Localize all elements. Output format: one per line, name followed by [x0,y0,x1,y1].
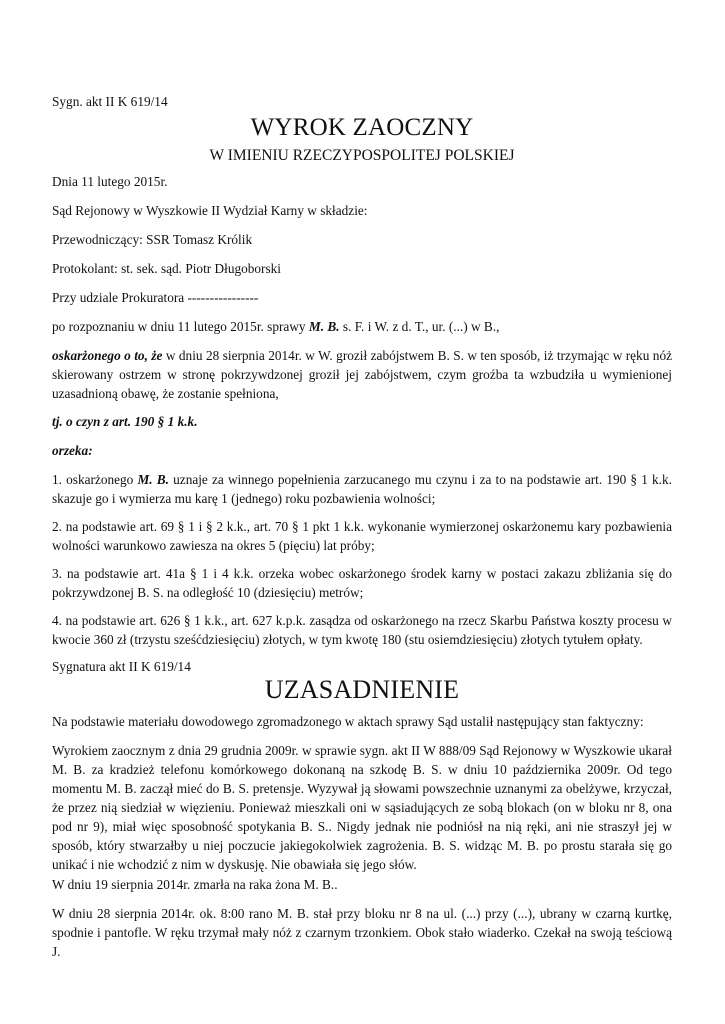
charge-paragraph [52,346,672,403]
case-signature-second: Sygnatura akt II K 619/14 [52,659,191,674]
judgment-date: Dnia 11 lutego 2015r. [52,174,168,189]
verdict-item-3: 3. na podstawie art. 41a § 1 i 4 k.k. orzeka wobec oskarżonego środek karny w postaci zakazu zbliżania się do pokrzywdzonej B. S. na odległość 10 (dziesięciu) metrów; [52,566,672,600]
prosecutor-line: Przy udziale Prokuratora ---------------- [52,290,259,305]
justification-paragraph: W dniu 19 sierpnia 2014r. zmarła na raka żona M. B.. [52,877,338,892]
verdict-item-4: 4. na podstawie art. 626 § 1 k.k., art. 627 k.p.k. zasądza od oskarżonego na rzecz Skarbu Państwa koszty procesu w kwocie 360 zł (trzystu sześćdziesięciu) złotych, w tym kwotę 180 (stu osiemdziesięciu) złotych tytułem opłaty. [52,613,672,647]
case-description [52,317,672,336]
defendant-details: s. F. i W. z d. T., ur. (...) w B., [339,319,500,334]
verdict-item-text: uznaje za winnego popełnienia zarzucanego mu czynu i za to na podstawie art. 190 § 1 k.k. skazuje go i wymierza mu karę 1 (jednego) roku pozbawienia wolności; [52,472,672,506]
justification-paragraph: W dniu 28 sierpnia 2014r. ok. 8:00 rano M. B. stał przy bloku nr 8 na ul. (...) przy (...), ubrany w czarną kurtkę, spodnie i pantofle. W ręku trzymał mały nóż z czarnym trzonkiem. Obok stało wiaderko. Czekał na swoją teściową J. [52,906,672,959]
justification-paragraph: Na podstawie materiału dowodowego zgromadzonego w aktach sprawy Sąd ustalił następujący stan faktyczny: [52,714,644,729]
court-composition: Sąd Rejonowy w Wyszkowie II Wydział Karny w składzie: [52,203,368,218]
defendant-name: M. B. [137,472,169,487]
legal-basis: tj. o czyn z art. 190 § 1 k.k. [52,414,198,429]
ruling-heading: orzeka: [52,443,93,458]
verdict-item-text: 1. oskarżonego [52,472,138,487]
charge-text: w dniu 28 sierpnia 2014r. w W. groził zabójstwem B. S. w ten sposób, iż trzymając w ręku nóż skierowany ostrzem w stronę pokrzywdzonej groził jej zabójstwem, czym groźba ta wzbudziła u wymienionej uzasadnioną obawę, że zostanie spełniona, [52,348,672,401]
verdict-item-1 [52,470,672,508]
judgment-subtitle: W IMIENIU RZECZYPOSPOLITEJ POLSKIEJ [209,147,515,164]
justification-paragraph: Wyrokiem zaocznym z dnia 29 grudnia 2009r. w sprawie sygn. akt II W 888/09 Sąd Rejonowy w Wyszkowie ukarał M. B. za kradzież telefonu komórkowego dokonaną na szkodę B. S. w dniu 10 października 2009r. Od tego momentu M. B. zaczął mieć do B. S. pretensje. Wyzywał ją słowami powszechnie uznanymi za obelżywe, krzyczał, że przez nią siedział w więzieniu. Ponieważ mieszkali oni w sąsiadujących ze sobą blokach (on w bloku nr 8, ona pod nr 9), miał więc sposobność spotykania B. S.. Nigdy jednak nie podniósł na nią ręki, ani nie straszył jej w sposób, który stwarzałby u niej poczucie jakiegokolwiek zagrożenia. B. S. widząc M. B. po prostu starała się go unikać i nie wchodzić z nim w dyskusję. Nie obawiała się jego słów. [52,743,672,872]
judgment-title: WYROK ZAOCZNY [250,114,474,141]
justification-title: UZASADNIENIE [264,675,460,704]
case-description-text: po rozpoznaniu w dniu 11 lutego 2015r. sprawy [52,319,309,334]
defendant-name: M. B. [308,319,340,334]
verdict-item-2: 2. na podstawie art. 69 § 1 i § 2 k.k., art. 70 § 1 pkt 1 k.k. wykonanie wymierzonej oskarżonemu kary pozbawienia wolności warunkowo zawiesza na okres 5 (pięciu) lat próby; [52,519,672,553]
charge-lead: oskarżonego o to, że [52,348,163,363]
court-clerk: Protokolant: st. sek. sąd. Piotr Długoborski [52,261,282,276]
presiding-judge: Przewodniczący: SSR Tomasz Królik [52,232,253,247]
case-signature: Sygn. akt II K 619/14 [52,94,168,109]
